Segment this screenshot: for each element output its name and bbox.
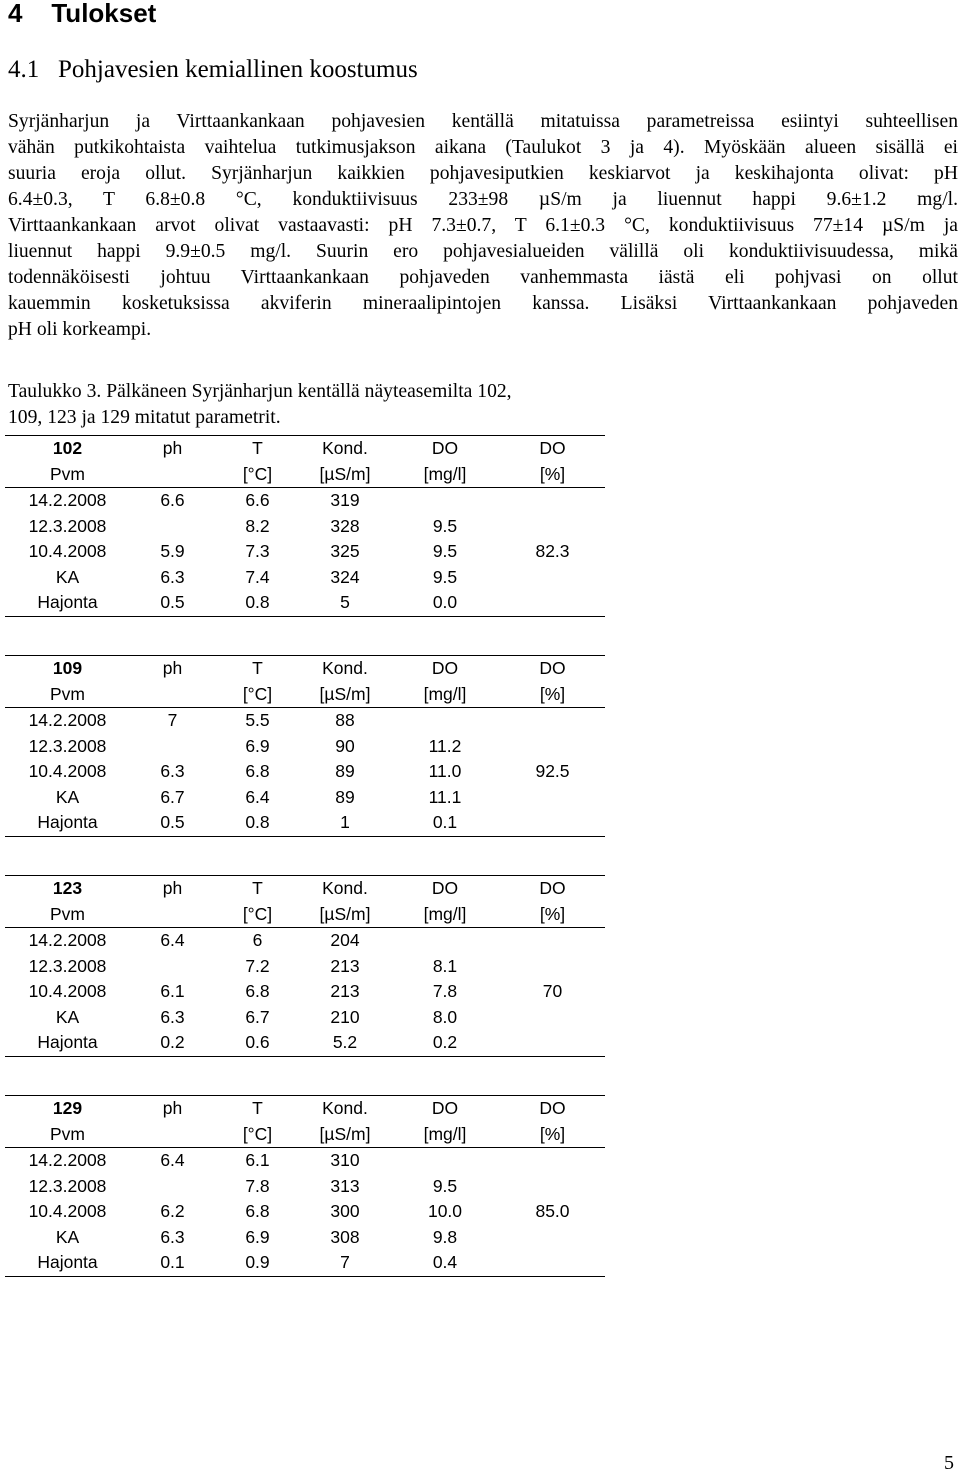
column-unit: [%] <box>500 462 605 488</box>
table-cell <box>500 928 605 954</box>
table-cell: KA <box>55 1226 80 1247</box>
table-cell: 9.5 <box>432 566 458 587</box>
table-row <box>5 1174 605 1200</box>
table-cell: 7.3 <box>245 541 270 562</box>
table-cell: 0.2 <box>390 1030 500 1056</box>
table-cell: 310 <box>330 1150 360 1171</box>
table-cell: 9.8 <box>432 1226 458 1247</box>
table-cell: 12.3.2008 <box>28 515 107 536</box>
table-cell: 14.2.2008 <box>28 490 107 511</box>
station-id: 123 <box>5 876 130 902</box>
column-unit: [°C] <box>215 462 300 488</box>
column-unit: [%] <box>500 1122 605 1148</box>
table-cell: 10.4.2008 <box>28 541 107 562</box>
table-cell: 5.9 <box>160 541 185 562</box>
column-header: DO <box>500 656 605 682</box>
table-cell: 210 <box>330 1006 360 1027</box>
column-unit: [µS/m] <box>300 1122 390 1148</box>
column-header: DO <box>390 876 500 902</box>
table-cell: 10.4.2008 <box>28 761 107 782</box>
section-heading: 4 Tulokset <box>8 0 157 28</box>
station-id: 109 <box>5 656 130 682</box>
table-row <box>5 1250 605 1276</box>
paragraph-line: liuennut happi 9.9±0.5 mg/l. Suurin ero pohjavesialueiden välillä oli konduktiivisuudessa, mikä <box>8 241 958 262</box>
table-cell: 6 <box>252 930 263 951</box>
table-cell <box>130 514 215 540</box>
table-cell: 14.2.2008 <box>28 710 107 731</box>
column-header: DO <box>500 436 605 462</box>
table-header-row <box>5 1096 605 1122</box>
table-row <box>5 1148 605 1174</box>
table-cell: 6.8 <box>245 1201 270 1222</box>
table-row <box>5 928 605 954</box>
column-unit: Pvm <box>5 462 130 488</box>
table-unit-row <box>5 1122 605 1148</box>
table-row <box>5 514 605 540</box>
table-cell: 6.8 <box>245 761 270 782</box>
table-cell: 6.7 <box>160 786 185 807</box>
table-cell: 308 <box>330 1226 360 1247</box>
table-caption <box>8 379 512 431</box>
table-cell: 324 <box>330 566 360 587</box>
table-cell: 5.2 <box>300 1030 390 1056</box>
table-cell: 0.8 <box>215 810 300 836</box>
table-cell: 9.5 <box>432 541 458 562</box>
table-cell: 10.0 <box>427 1201 463 1222</box>
table-cell: 6.3 <box>160 1226 185 1247</box>
table-cell <box>500 1225 605 1251</box>
table-cell: 213 <box>330 955 360 976</box>
table-cell: Hajonta <box>5 810 130 836</box>
table-cell: 300 <box>330 1201 360 1222</box>
table-header-row <box>5 656 605 682</box>
table-cell: 14.2.2008 <box>28 930 107 951</box>
table-cell: 12.3.2008 <box>28 955 107 976</box>
paragraph-line: suuria eroja ollut. Syrjänharjun kaikkien pohjavesiputkien keskiarvot ja keskihajonta olivat: pH <box>8 163 958 184</box>
table-cell: 10.4.2008 <box>28 981 107 1002</box>
table-cell <box>130 954 215 980</box>
column-header: T <box>215 876 300 902</box>
parameter-table <box>5 655 605 837</box>
table-cell: 88 <box>335 710 355 731</box>
table-unit-row <box>5 682 605 708</box>
column-header: Kond. <box>300 436 390 462</box>
table-cell: 0.0 <box>390 590 500 616</box>
paragraph-line: kauemmin kosketuksissa akviferin mineraalipintojen kanssa. Lisäksi Virttaankankaan pohjaveden <box>8 293 958 314</box>
table-cell <box>500 1174 605 1200</box>
column-unit: [mg/l] <box>390 902 500 928</box>
paragraph-line: Virttaankankaan arvot olivat vastaavasti: pH 7.3±0.7, T 6.1±0.3 °C, konduktiivisuus 77±14 µS/m ja <box>8 215 958 236</box>
paragraph-line: vähän putkikohtaista vaihtelua tutkimusjakson aikana (Taulukot 3 ja 4). Myöskään alueen sisällä ei <box>8 137 958 158</box>
parameter-table <box>5 1095 605 1277</box>
table-cell: 12.3.2008 <box>28 735 107 756</box>
table-cell: 8.0 <box>432 1006 458 1027</box>
table-cell: 9.5 <box>432 1175 458 1196</box>
table-cell: 89 <box>335 761 355 782</box>
table-row <box>5 590 605 616</box>
table-cell: 325 <box>330 541 360 562</box>
paragraph-line: pH oli korkeampi. <box>8 319 152 340</box>
table-cell: 6.1 <box>160 981 185 1002</box>
table-cell <box>500 1030 605 1056</box>
body-paragraph <box>8 109 958 343</box>
table-cell: 7.2 <box>245 955 270 976</box>
table-cell <box>500 1148 605 1174</box>
table-cell: 70 <box>542 981 563 1002</box>
table-cell: 85.0 <box>535 1201 570 1222</box>
table-row <box>5 1199 605 1225</box>
table-cell: 6.3 <box>160 761 185 782</box>
table-cell: 0.1 <box>390 810 500 836</box>
table-cell: 1 <box>300 810 390 836</box>
table-cell <box>500 810 605 836</box>
table-row <box>5 979 605 1005</box>
column-unit: [mg/l] <box>390 1122 500 1148</box>
column-unit: [µS/m] <box>300 682 390 708</box>
table-cell: 6.9 <box>245 735 270 756</box>
caption-line: 109, 123 ja 129 mitatut parametrit. <box>8 407 281 428</box>
column-unit: Pvm <box>5 1122 130 1148</box>
table-cell: 92.5 <box>535 761 570 782</box>
table-cell <box>500 1250 605 1276</box>
column-header: ph <box>130 436 215 462</box>
table-cell: 6.6 <box>245 490 270 511</box>
table-cell: 8.1 <box>432 955 458 976</box>
table-cell: 0.9 <box>215 1250 300 1276</box>
table-row <box>5 810 605 836</box>
table-cell: 11.1 <box>428 786 462 807</box>
table-cell <box>500 1005 605 1031</box>
table-cell <box>500 565 605 591</box>
column-unit <box>130 682 215 708</box>
table-cell: 5.5 <box>245 710 270 731</box>
table-cell: 9.5 <box>432 515 458 536</box>
paragraph-line: 6.4±0.3, T 6.8±0.8 °C, konduktiivisuus 233±98 µS/m ja liuennut happi 9.6±1.2 mg/l. <box>8 189 958 210</box>
column-header: Kond. <box>300 876 390 902</box>
table-cell: 204 <box>330 930 360 951</box>
table-cell: 5 <box>300 590 390 616</box>
table-row <box>5 488 605 514</box>
table-cell: 12.3.2008 <box>28 1175 107 1196</box>
table-cell <box>390 708 500 734</box>
table-row <box>5 1225 605 1251</box>
column-header: DO <box>390 436 500 462</box>
table-row <box>5 1005 605 1031</box>
column-unit: Pvm <box>5 902 130 928</box>
table-cell: 6.1 <box>245 1150 270 1171</box>
table-cell <box>500 785 605 811</box>
column-header: DO <box>390 656 500 682</box>
table-cell <box>500 488 605 514</box>
table-cell: 6.2 <box>160 1201 185 1222</box>
column-unit: [°C] <box>215 902 300 928</box>
table-cell: 7.8 <box>432 981 458 1002</box>
column-header: T <box>215 656 300 682</box>
table-cell: 0.2 <box>130 1030 215 1056</box>
paragraph-line: Syrjänharjun ja Virttaankankaan pohjavesien kentällä mitatuissa parametreissa esiintyi suhteellisen <box>8 111 958 132</box>
table-row <box>5 759 605 785</box>
table-row <box>5 954 605 980</box>
table-cell: 0.8 <box>215 590 300 616</box>
table-unit-row <box>5 902 605 928</box>
table-cell: 0.6 <box>215 1030 300 1056</box>
table-cell: 11.0 <box>428 761 462 782</box>
subsection-heading: 4.1 Pohjavesien kemiallinen koostumus <box>8 56 418 83</box>
column-header: DO <box>390 1096 500 1122</box>
table-cell: 0.5 <box>130 810 215 836</box>
table-cell: 0.5 <box>130 590 215 616</box>
table-cell: 89 <box>335 786 355 807</box>
table-unit-row <box>5 462 605 488</box>
table-cell: 7.8 <box>245 1175 270 1196</box>
table-row <box>5 565 605 591</box>
table-cell <box>500 514 605 540</box>
table-row <box>5 785 605 811</box>
table-cell: 7 <box>300 1250 390 1276</box>
column-unit <box>130 902 215 928</box>
column-header: T <box>215 436 300 462</box>
table-cell: Hajonta <box>5 590 130 616</box>
table-cell: 6.3 <box>160 1006 185 1027</box>
table-cell: 313 <box>330 1175 360 1196</box>
column-header: Kond. <box>300 656 390 682</box>
table-cell: 10.4.2008 <box>28 1201 107 1222</box>
table-header-row <box>5 876 605 902</box>
table-cell <box>130 1174 215 1200</box>
table-cell: 6.7 <box>245 1006 270 1027</box>
paragraph-line: todennäköisesti johtuu Virttaankankaan pohjaveden vanhemmasta iästä eli pohjvasi on ollut <box>8 267 958 288</box>
table-cell: 6.6 <box>160 490 185 511</box>
table-cell: 14.2.2008 <box>28 1150 107 1171</box>
column-header: T <box>215 1096 300 1122</box>
parameter-table <box>5 875 605 1057</box>
station-id: 102 <box>5 436 130 462</box>
table-row <box>5 708 605 734</box>
table-cell: 11.2 <box>428 735 462 756</box>
table-row <box>5 539 605 565</box>
table-cell: 90 <box>335 735 355 756</box>
table-cell <box>500 708 605 734</box>
table-cell: 319 <box>330 490 360 511</box>
table-cell: 328 <box>330 515 360 536</box>
table-cell: 6.4 <box>245 786 270 807</box>
column-unit: [%] <box>500 682 605 708</box>
parameter-table <box>5 435 605 617</box>
column-header: Kond. <box>300 1096 390 1122</box>
table-cell: Hajonta <box>5 1030 130 1056</box>
table-cell: 213 <box>330 981 360 1002</box>
column-unit: [°C] <box>215 682 300 708</box>
table-cell: 7.4 <box>245 566 270 587</box>
caption-line: Taulukko 3. Pälkäneen Syrjänharjun kentällä näyteasemilta 102, <box>8 381 512 402</box>
table-row <box>5 1030 605 1056</box>
table-cell <box>500 734 605 760</box>
table-cell: 6.8 <box>245 981 270 1002</box>
table-cell <box>500 590 605 616</box>
column-header: ph <box>130 876 215 902</box>
column-unit: [mg/l] <box>390 682 500 708</box>
column-unit <box>130 462 215 488</box>
table-cell <box>130 734 215 760</box>
table-cell: 6.9 <box>245 1226 270 1247</box>
column-unit: [°C] <box>215 1122 300 1148</box>
column-header: DO <box>500 1096 605 1122</box>
table-header-row <box>5 436 605 462</box>
table-cell: KA <box>55 1006 80 1027</box>
table-cell <box>390 488 500 514</box>
column-header: DO <box>500 876 605 902</box>
table-cell: 8.2 <box>245 515 270 536</box>
table-cell <box>390 928 500 954</box>
column-unit: Pvm <box>5 682 130 708</box>
column-unit <box>130 1122 215 1148</box>
column-unit: [µS/m] <box>300 902 390 928</box>
column-unit: [mg/l] <box>390 462 500 488</box>
table-cell: 6.4 <box>160 930 185 951</box>
table-cell: 0.1 <box>130 1250 215 1276</box>
table-cell: 7 <box>167 710 178 731</box>
table-cell: 82.3 <box>535 541 570 562</box>
table-cell <box>500 954 605 980</box>
column-header: ph <box>130 1096 215 1122</box>
column-header: ph <box>130 656 215 682</box>
table-cell: 6.4 <box>160 1150 185 1171</box>
table-cell: Hajonta <box>5 1250 130 1276</box>
column-unit: [%] <box>500 902 605 928</box>
table-cell: KA <box>55 786 80 807</box>
station-id: 129 <box>5 1096 130 1122</box>
table-cell: KA <box>55 566 80 587</box>
page-number: 5 <box>944 1452 954 1474</box>
table-cell: 6.3 <box>160 566 185 587</box>
table-cell <box>390 1148 500 1174</box>
table-row <box>5 734 605 760</box>
table-cell: 0.4 <box>390 1250 500 1276</box>
column-unit: [µS/m] <box>300 462 390 488</box>
